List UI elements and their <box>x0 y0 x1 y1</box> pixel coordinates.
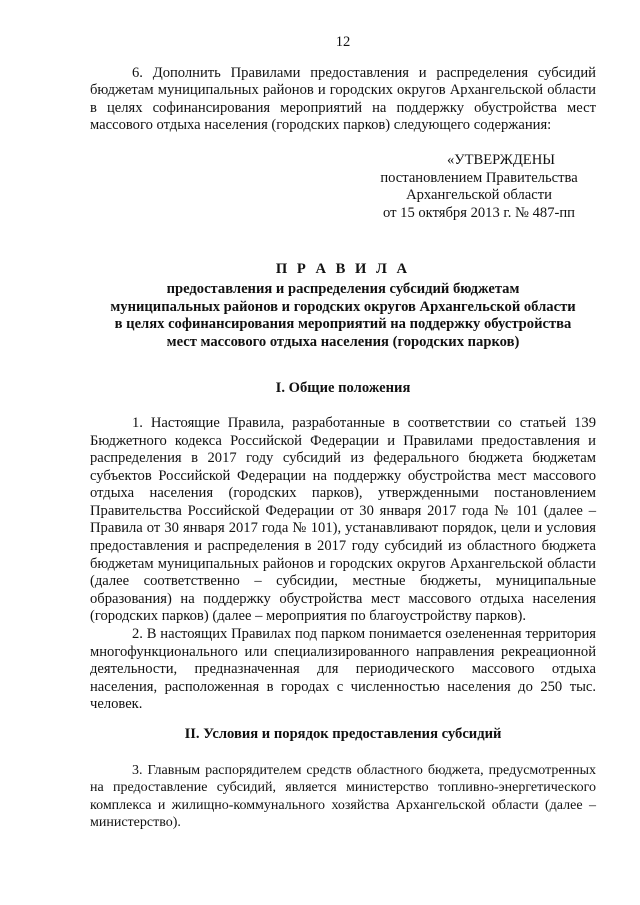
section-heading-conditions: II. Условия и порядок предоставления субсидий <box>184 726 502 742</box>
approval-line-date: от 15 октября 2013 г. № 487-пп <box>383 204 575 221</box>
document-subtitle-line-3: в целях софинансирования мероприятий на поддержку обустройства <box>114 316 572 333</box>
approval-block <box>362 152 596 222</box>
paragraph-3: 3. Главным распорядителем средств областного бюджета, предусмотренных на предоставление субсидий, является министерство топливно-энергетического комплекса и жилищно-коммунального хозяйства Архангельской области (далее – министерство). <box>90 762 596 831</box>
approval-line-region: Архангельской области <box>406 187 552 204</box>
page-number: 12 <box>335 34 351 50</box>
approval-line-resolution: постановлением Правительства <box>380 169 578 186</box>
paragraph-1: 1. Настоящие Правила, разработанные в соответствии со статьей 139 Бюджетного кодекса Российской Федерации и Правилами предоставления и распределения в 2017 году субсидий из федерального бюджета бюджетам субъектов Российской Федерации на поддержку обустройства мест массового отдыха населения (городских парков), утвержденными постановлением Правительства Российской Федерации от 30 января 2017 года № 101 (далее – Правила от 30 января 2017 года № 101), устанавливают порядок, цели и условия предоставления и распределения в 2017 году субсидий из областного бюджета бюджетам муниципальных районов и городских округов Архангельской области (далее соответственно – субсидии, местные бюджеты, муниципальные образования) на поддержку обустройства мест массового отдыха населения (городских парков) (далее – мероприятия по благоустройству парков). <box>90 414 596 625</box>
document-subtitle-line-1: предоставления и распределения субсидий бюджетам <box>166 280 520 297</box>
document-subtitle-line-2: муниципальных районов и городских округов Архангельской области <box>110 298 576 315</box>
section-heading-general: I. Общие положения <box>275 380 411 397</box>
document-subtitle-line-4: мест массового отдыха населения (городских парков) <box>166 333 520 350</box>
paragraph-2: 2. В настоящих Правилах под парком понимается озелененная территория многофункционального или специализированного направления рекреационной деятельности, предназначенная для периодического массового отдыха населения, расположенная в городах с численностью населения до 250 тыс. человек. <box>90 626 596 713</box>
document-title-block <box>90 261 596 351</box>
approval-line-approved: «УТВЕРЖДЕНЫ <box>446 151 555 168</box>
document-title: П Р А В И Л А <box>275 261 411 278</box>
intro-paragraph: 6. Дополнить Правилами предоставления и распределения субсидий бюджетам муниципальных районов и городских округов Архангельской области в целях софинансирования мероприятий на поддержку обустройства мест массового отдыха населения (городских парков) следующего содержания: <box>90 64 596 134</box>
